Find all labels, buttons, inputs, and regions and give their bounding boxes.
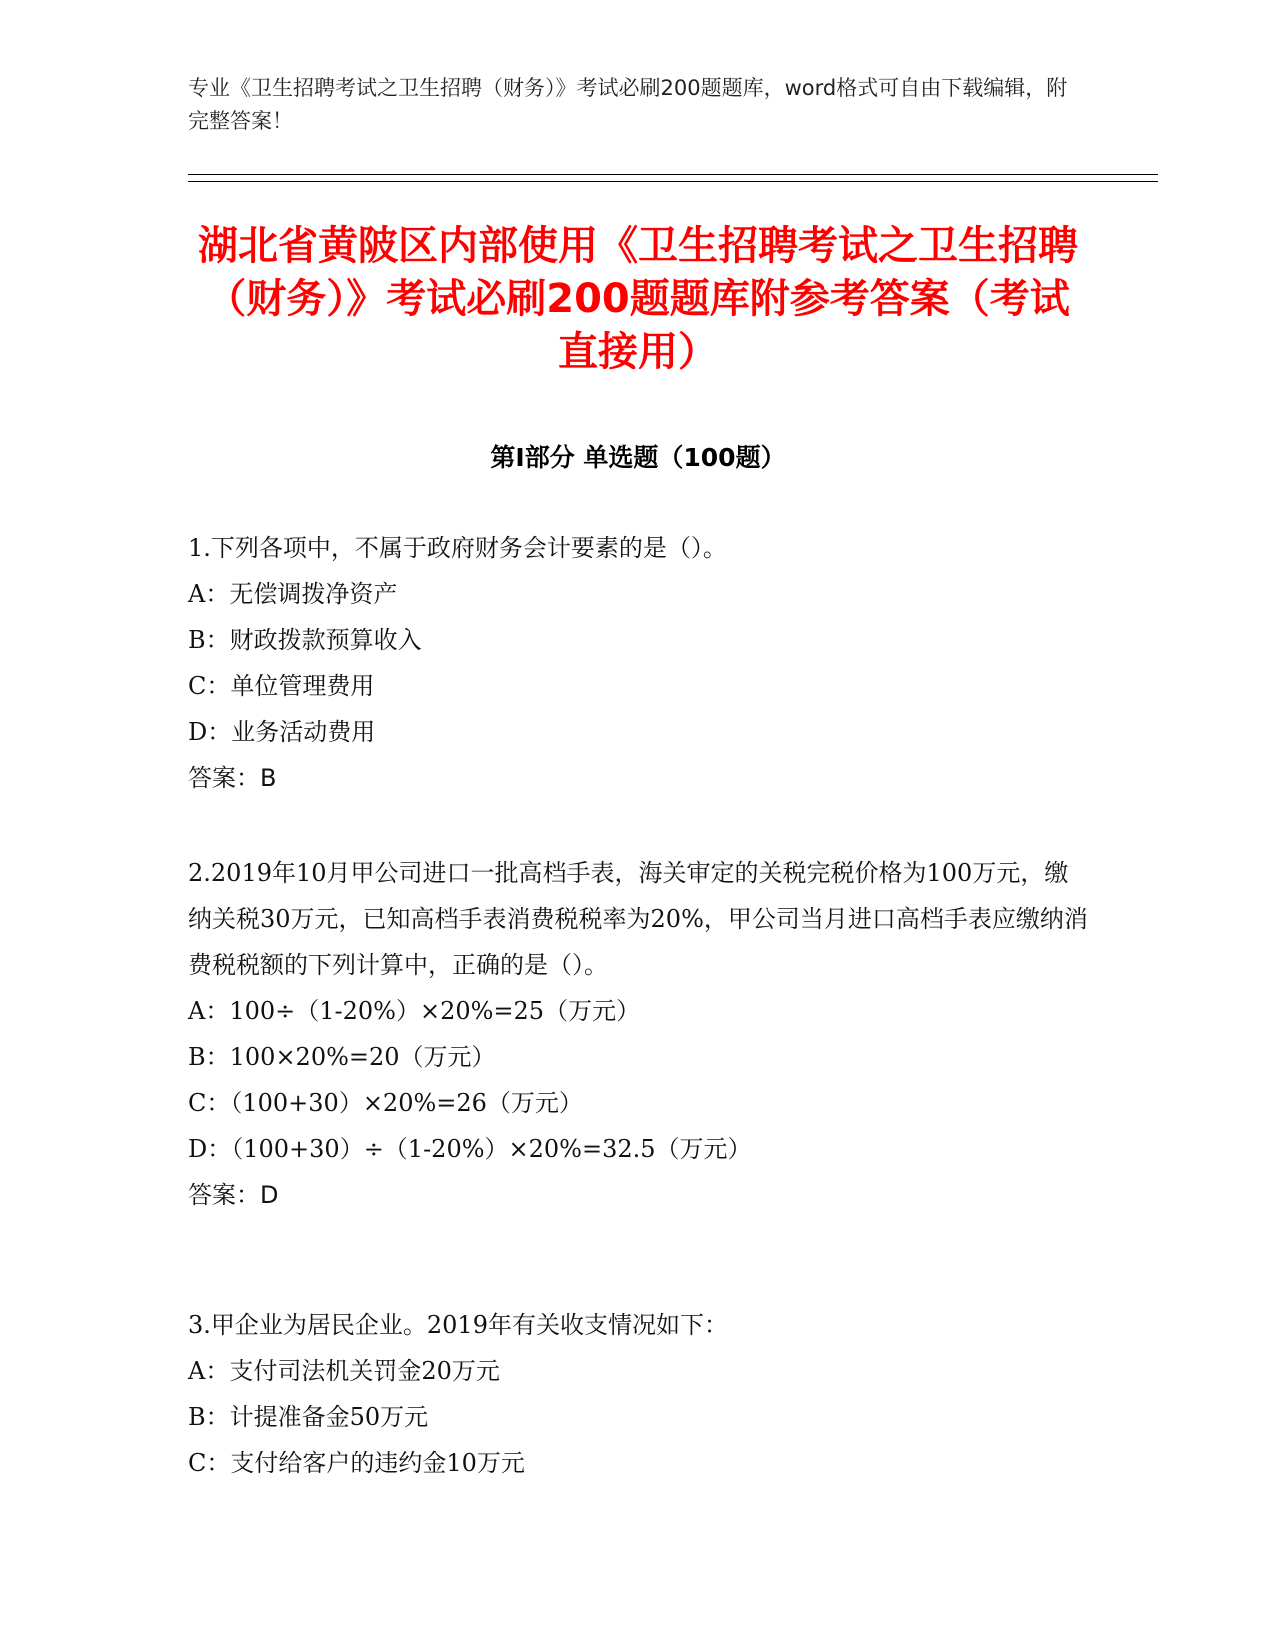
question-stem: 1.下列各项中，不属于政府财务会计要素的是（）。: [188, 534, 727, 562]
option-b: B：计提准备金50万元: [188, 1403, 429, 1431]
header-rule-top: [188, 174, 1158, 175]
option-c: C：支付给客户的违约金10万元: [188, 1449, 525, 1477]
question-stem: 3.甲企业为居民企业。2019年有关收支情况如下：: [188, 1311, 728, 1339]
header-note: 专业《卫生招聘考试之卫生招聘（财务）》考试必刷200题题库，word格式可自由下载编辑，附完整答案！: [188, 76, 1068, 133]
option-d: D：（100+30）÷（1-20%）×20%=32.5（万元）: [188, 1135, 752, 1163]
question-2: [188, 850, 1088, 1218]
answer: 答案：B: [188, 764, 277, 792]
option-c: C：（100+30）×20%=26（万元）: [188, 1089, 583, 1117]
question-stem: 2.2019年10月甲公司进口一批高档手表，海关审定的关税完税价格为100万元，缴纳关税30万元，已知高档手表消费税税率为20%，甲公司当月进口高档手表应缴纳消费税税额的下列计算中，正确的是（）。: [188, 859, 1088, 979]
option-d: D：业务活动费用: [188, 718, 376, 746]
document-title: 湖北省黄陂区内部使用《卫生招聘考试之卫生招聘（财务）》考试必刷200题题库附参考答案（考试直接用）: [198, 223, 1078, 375]
section-heading: 第Ⅰ部分 单选题（100题）: [490, 443, 786, 472]
option-b: B：100×20%=20（万元）: [188, 1043, 496, 1071]
question-3: [188, 1302, 1088, 1486]
option-a: A：支付司法机关罚金20万元: [188, 1357, 500, 1385]
answer: 答案：D: [188, 1181, 279, 1209]
header-rule-bottom: [188, 181, 1158, 182]
option-c: C：单位管理费用: [188, 672, 375, 700]
option-a: A：无偿调拨净资产: [188, 580, 398, 608]
option-a: A：100÷（1-20%）×20%=25（万元）: [188, 997, 641, 1025]
question-1: [188, 525, 1088, 801]
option-b: B：财政拨款预算收入: [188, 626, 422, 654]
